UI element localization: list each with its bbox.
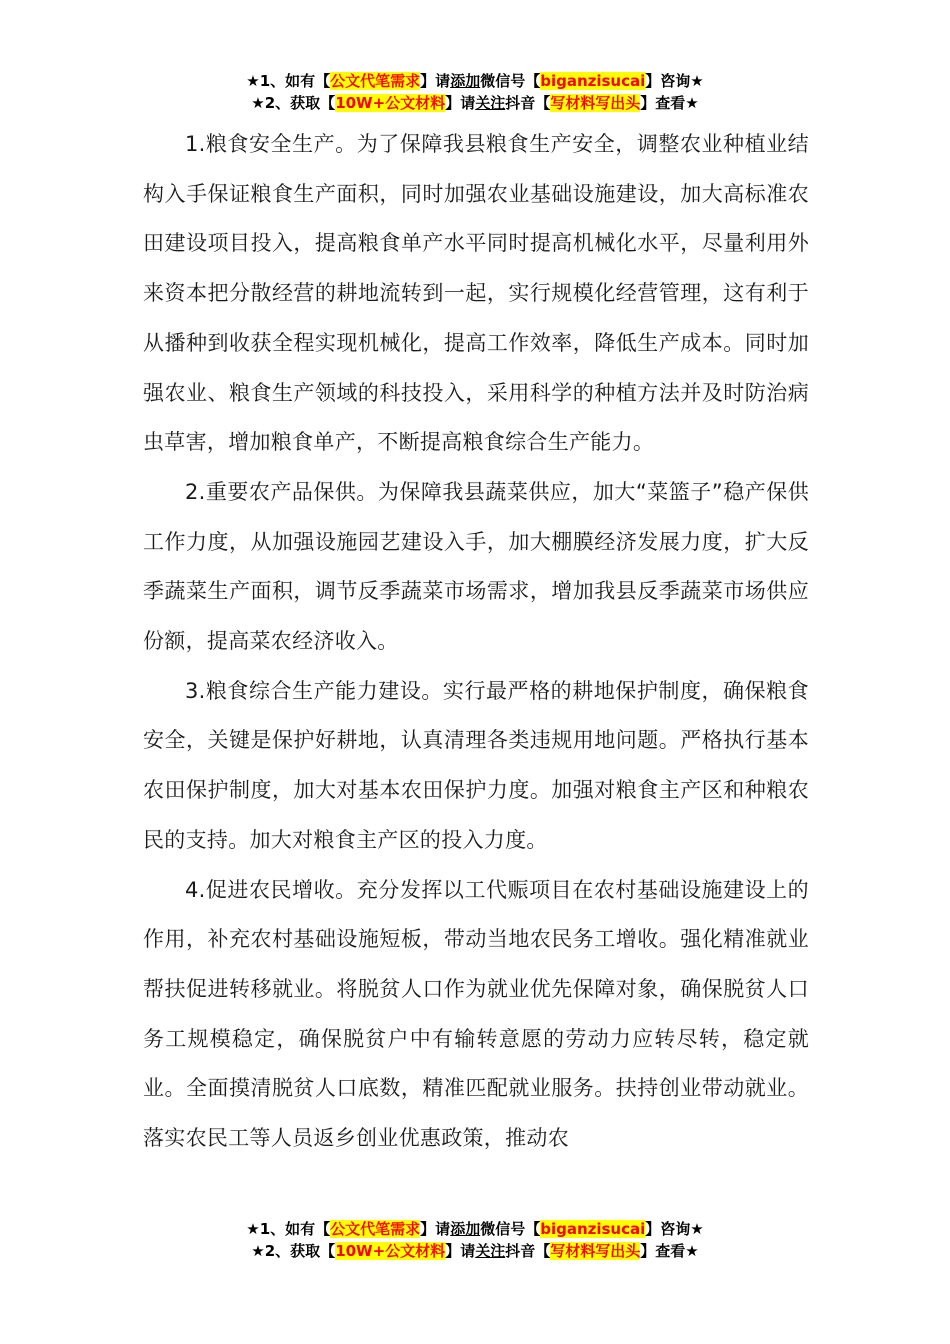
banner-text: 】请 (445, 1242, 476, 1260)
highlight-wechat-id: biganzisucai (540, 72, 646, 90)
banner-text: ★1、如有【 (246, 1220, 331, 1238)
banner-text: 抖音【 (505, 1242, 551, 1260)
highlight-wechat-id: biganzisucai (540, 1220, 646, 1238)
banner-text: 】查看★ (640, 94, 699, 112)
highlight-douyin-account: 写材料写出头 (550, 1242, 641, 1260)
footer-banner (0, 1218, 950, 1262)
document-body (143, 120, 809, 1164)
banner-line-2 (0, 92, 950, 114)
banner-line-1 (0, 1218, 950, 1240)
highlight-materials: 10W+公文材料 (335, 94, 446, 112)
banner-text: ★2、获取【 (251, 1242, 336, 1260)
header-banner (0, 70, 950, 114)
banner-text: 】请 (420, 72, 451, 90)
banner-emphasis: 添加 (450, 1220, 481, 1238)
highlight-materials: 10W+公文材料 (335, 1242, 446, 1260)
paragraph-grain-capacity: 3.粮食综合生产能力建设。实行最严格的耕地保护制度，确保粮食安全，关键是保护好耕地，认真清理各类违规用地问题。严格执行基本农田保护制度，加大对基本农田保护力度。加强对粮食主产区和种粮农民的支持。加大对粮食主产区的投入力度。 (143, 678, 809, 852)
banner-text: 微信号【 (480, 1220, 541, 1238)
paragraph-produce-supply: 2.重要农产品保供。为保障我县蔬菜供应，加大“菜篮子”稳产保供工作力度，从加强设施园艺建设入手，加大棚膜经济发展力度，扩大反季蔬菜生产面积，调节反季蔬菜市场需求，增加我县反季蔬菜市场供应份额，提高菜农经济收入。 (143, 479, 809, 654)
highlight-douyin-account: 写材料写出头 (550, 94, 641, 112)
banner-text: 】请 (445, 94, 476, 112)
banner-text: 】请 (420, 1220, 451, 1238)
banner-text: 】咨询★ (645, 72, 704, 90)
banner-emphasis: 关注 (475, 94, 506, 112)
banner-emphasis: 添加 (450, 72, 481, 90)
banner-emphasis: 关注 (475, 1242, 506, 1260)
banner-line-2 (0, 1240, 950, 1262)
highlight-service: 公文代笔需求 (330, 1220, 421, 1238)
banner-text: ★1、如有【 (246, 72, 331, 90)
paragraph-farmer-income: 4.促进农民增收。充分发挥以工代赈项目在农村基础设施建设上的作用，补充农村基础设施短板，带动当地农民务工增收。强化精准就业帮扶促进转移就业。将脱贫人口作为就业优先保障对象，确保脱贫人口务工规模稳定，确保脱贫户中有输转意愿的劳动力应转尽转，稳定就业。全面摸清脱贫人口底数，精准匹配就业服务。扶持创业带动就业。落实农民工等人员返乡创业优惠政策，推动农 (143, 877, 809, 1151)
banner-text: 微信号【 (480, 72, 541, 90)
banner-text: 】咨询★ (645, 1220, 704, 1238)
banner-text: 】查看★ (640, 1242, 699, 1260)
highlight-service: 公文代笔需求 (330, 72, 421, 90)
banner-line-1 (0, 70, 950, 92)
paragraph-grain-safety: 1.粮食安全生产。为了保障我县粮食生产安全，调整农业种植业结构入手保证粮食生产面积，同时加强农业基础设施建设，加大高标准农田建设项目投入，提高粮食单产水平同时提高机械化水平，尽量利用外来资本把分散经营的耕地流转到一起，实行规模化经营管理，这有利于从播种到收获全程实现机械化，提高工作效率，降低生产成本。同时加强农业、粮食生产领域的科技投入，采用科学的种植方法并及时防治病虫草害，增加粮食单产，不断提高粮食综合生产能力。 (143, 132, 809, 455)
banner-text: 抖音【 (505, 94, 551, 112)
banner-text: ★2、获取【 (251, 94, 336, 112)
